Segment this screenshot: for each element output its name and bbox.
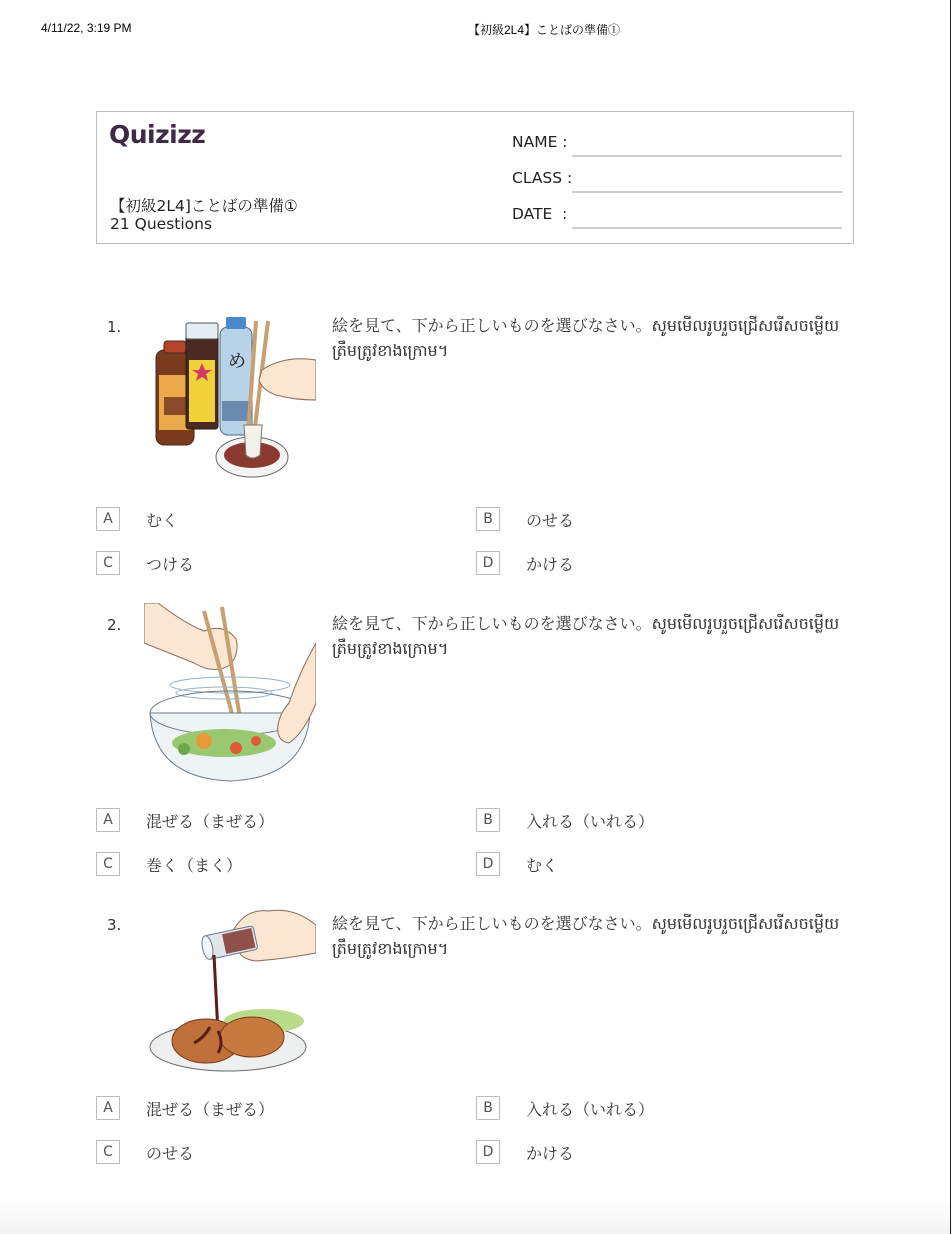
sauce-pouring-illustration-icon — [144, 903, 316, 1083]
option-text: のせる — [146, 1144, 195, 1163]
quiz-title: 【初級2L4]ことばの準備① — [110, 197, 298, 215]
name-label: NAME : — [512, 133, 568, 151]
option-letter-box[interactable]: A — [96, 507, 120, 531]
option-letter-box[interactable]: C — [96, 551, 120, 575]
class-label: CLASS : — [512, 169, 573, 187]
option-letter-box[interactable]: A — [96, 808, 120, 832]
option-letter-box[interactable]: B — [476, 808, 500, 832]
question-text: 絵を見て、下から正しいものを選びなさい。សូមមើលរូបរួចជ្រើសរើសចម្លើយត្រឹមត្រូវខាងក្រោម។ — [332, 914, 840, 958]
print-header — [0, 20, 952, 40]
option-letter-box[interactable]: C — [96, 852, 120, 876]
option-text: 混ぜる（まぜる） — [146, 1100, 275, 1119]
option-text: かける — [526, 1144, 575, 1163]
question-number: 2. — [107, 616, 122, 634]
svg-text:め: め — [228, 351, 246, 372]
option-text: かける — [526, 555, 575, 574]
option-text: 混ぜる（まぜる） — [146, 812, 275, 831]
quizizz-logo: Quizizz — [109, 120, 206, 149]
option-text: のせる — [526, 511, 575, 530]
option-text: むく — [146, 511, 179, 530]
option-text: むく — [526, 856, 559, 875]
option-letter-box[interactable]: D — [476, 551, 500, 575]
name-input-line[interactable] — [572, 155, 842, 157]
option-letter-box[interactable]: A — [96, 1096, 120, 1120]
page-edge-divider — [950, 0, 951, 1234]
option-letter-box[interactable]: C — [96, 1140, 120, 1164]
option-letter-box[interactable]: D — [476, 1140, 500, 1164]
option-text: 入れる（いれる） — [526, 812, 655, 831]
print-title: 【初級2L4】ことばの準備① — [468, 23, 621, 37]
option-letter-box[interactable]: D — [476, 852, 500, 876]
question-text: 絵を見て、下から正しいものを選びなさい。សូមមើលរូបរួចជ្រើសរើសចម្លើយត្រឹមត្រូវខាងក្រោម។ — [332, 614, 840, 658]
date-input-line[interactable] — [572, 227, 842, 229]
salad-mixing-illustration-icon — [144, 603, 316, 783]
option-letter-box[interactable]: B — [476, 507, 500, 531]
question-number: 3. — [107, 916, 122, 934]
question-text: 絵を見て、下から正しいものを選びなさい。សូមមើលរូបរួចជ្រើសរើសចម្លើយត្រឹមត្រូវខាងក្រោម។ — [332, 316, 840, 360]
worksheet-header — [96, 111, 854, 244]
question-count: 21 Questions — [110, 215, 213, 233]
date-label: DATE : — [512, 205, 568, 223]
option-text: 入れる（いれる） — [526, 1100, 655, 1119]
question-number: 1. — [107, 318, 122, 336]
sauce-dipping-illustration-icon — [144, 305, 316, 485]
option-text: つける — [146, 555, 195, 574]
option-letter-box[interactable]: B — [476, 1096, 500, 1120]
option-text: 巻く（まく） — [146, 856, 243, 875]
class-input-line[interactable] — [572, 191, 842, 193]
print-date: 4/11/22, 3:19 PM — [41, 21, 132, 35]
